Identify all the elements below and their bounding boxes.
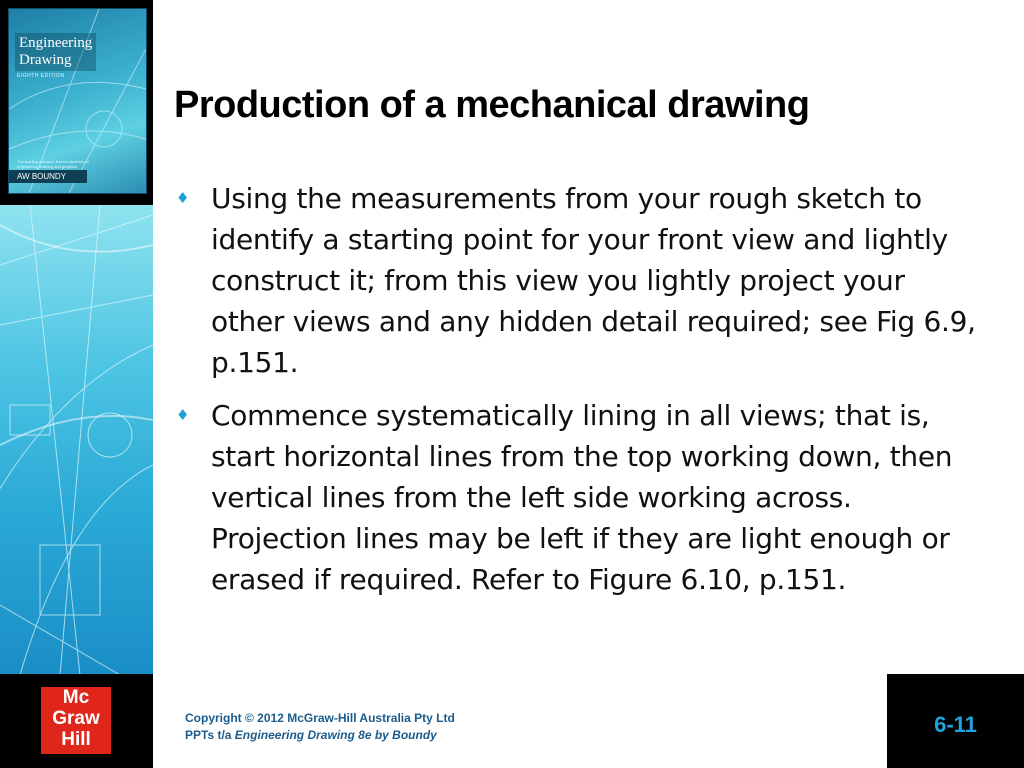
blueprint-artwork xyxy=(0,205,153,675)
page-number-box xyxy=(887,674,1024,768)
bullet-text: Using the measurements from your rough sketch to identify a starting point for your front view and lightly construct it; from this view you lightly project your other views and any hidden detail required; see Fig 6.9, p.151. xyxy=(211,182,976,379)
diamond-bullet-icon: ♦ xyxy=(176,406,190,424)
bullet-list xyxy=(176,178,986,600)
book-cover xyxy=(8,8,147,194)
footer xyxy=(0,674,1024,768)
book-title: Engineering Drawing xyxy=(15,33,96,71)
slide-title: Production of a mechanical drawing xyxy=(174,84,810,126)
ppt-attribution: PPTs t/a Engineering Drawing 8e by Boundy xyxy=(185,728,437,742)
page-number: 6-11 xyxy=(934,712,977,737)
book-blurb: The leading resource text for students of engineering drawing and graphics xyxy=(17,159,89,169)
bullet-item xyxy=(176,395,986,600)
diamond-bullet-icon: ♦ xyxy=(176,189,190,207)
bullet-text: Commence systematically lining in all views; that is, start horizontal lines from the top working down, then vertical lines from the left side working across. Projection lines may be left if they are light enough or erased if required. Refer to Figure 6.10, p.151. xyxy=(211,399,953,596)
copyright-line: Copyright © 2012 McGraw-Hill Australia Pty Ltd xyxy=(185,711,455,725)
book-author: AW BOUNDY xyxy=(9,170,87,183)
mcgraw-hill-logo: Mc Graw Hill xyxy=(41,687,111,754)
bullet-item xyxy=(176,178,986,383)
book-edition: EIGHTH EDITION xyxy=(17,73,65,79)
copyright-notice xyxy=(185,710,455,744)
